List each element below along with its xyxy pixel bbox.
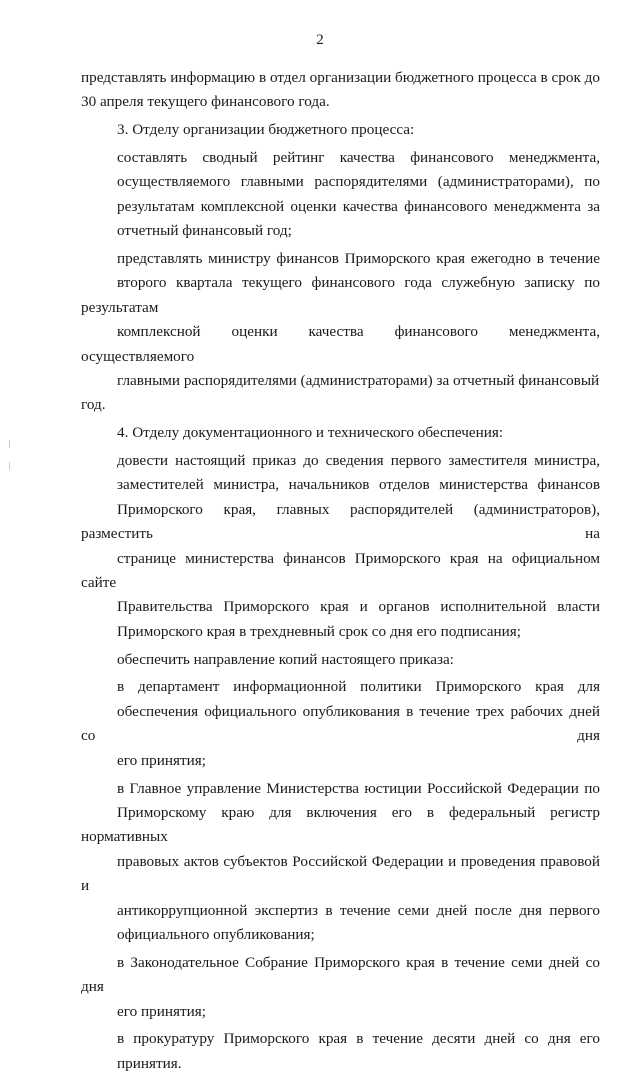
- text-line: 3. Отделу организации бюджетного процесса:: [117, 121, 415, 139]
- text-line: в прокуратуру Приморского края в течение десяти дней со дня его: [117, 1030, 600, 1048]
- text-line: комплексной оценки качества финансового менеджмента, осуществляемого: [81, 323, 600, 365]
- text-line: официального опубликования;: [117, 925, 315, 943]
- scan-mark: [9, 440, 10, 448]
- text-line: антикоррупционной экспертиз в течение семи дней после дня первого: [117, 901, 600, 919]
- paragraph: [81, 118, 600, 142]
- text-line: довести настоящий приказ до сведения первого заместителя министра,: [117, 452, 600, 470]
- text-line: главными распорядителями (администраторами) за отчетный финансовый год.: [81, 372, 600, 414]
- text-line: странице министерства финансов Приморского края на официальном сайте: [81, 549, 600, 592]
- text-line: правовых актов субъектов Российской Федерации и проведения правовой и: [81, 852, 600, 895]
- text-line: результатам комплексной оценки качества финансового менеджмента за: [117, 197, 600, 215]
- text-line: Приморскому краю для включения его в федеральный регистр нормативных: [81, 803, 600, 846]
- paragraph: [81, 951, 600, 1024]
- text-line: принятия.: [117, 1054, 182, 1072]
- paragraph: [81, 675, 600, 773]
- text-line: второго квартала текущего финансового года служебную записку по результатам: [81, 274, 600, 316]
- page-number: 2: [316, 32, 324, 48]
- paragraph: [81, 449, 600, 644]
- text-line: 4. Отделу документационного и технического обеспечения:: [117, 424, 504, 442]
- text-line: Правительства Приморского края и органов исполнительной власти: [117, 598, 600, 616]
- text-line: осуществляемого главными распорядителями (администраторами), по: [117, 173, 600, 191]
- text-line: составлять сводный рейтинг качества финансового менеджмента,: [117, 149, 600, 166]
- paragraph: [81, 648, 600, 672]
- text-line: представлять министру финансов Приморского края ежегодно в течение: [117, 250, 600, 268]
- text-line: 30 апреля текущего финансового года.: [81, 93, 330, 111]
- text-line: обеспечить направление копий настоящего приказа:: [117, 650, 454, 668]
- paragraph: [81, 247, 600, 418]
- text-line: в департамент информационной политики Приморского края для: [117, 678, 600, 696]
- text-line: в Главное управление Министерства юстиции Российской Федерации по: [117, 779, 600, 797]
- text-line: обеспечения официального опубликования в течение трех рабочих дней со дня: [81, 702, 600, 745]
- text-line: Приморского края в трехдневный срок со дня его подписания;: [117, 622, 521, 640]
- text-line: его принятия;: [117, 751, 206, 769]
- scan-mark: [9, 462, 10, 470]
- paragraph: [81, 146, 600, 244]
- text-line: его принятия;: [117, 1002, 206, 1020]
- text-line: Приморского края, главных распорядителей (администраторов), разместить на: [81, 500, 600, 543]
- text-line: представлять информацию в отдел организации бюджетного процесса в срок до: [81, 69, 600, 86]
- text-line: отчетный финансовый год;: [117, 222, 292, 240]
- paragraph: [81, 66, 600, 115]
- paragraph: [81, 777, 600, 948]
- paragraph: [81, 421, 600, 445]
- text-line: заместителей министра, начальников отделов министерства финансов: [117, 476, 600, 494]
- document-body: [81, 66, 600, 1080]
- text-line: в Законодательное Собрание Приморского края в течение семи дней со дня: [81, 953, 600, 996]
- paragraph: [81, 1027, 600, 1076]
